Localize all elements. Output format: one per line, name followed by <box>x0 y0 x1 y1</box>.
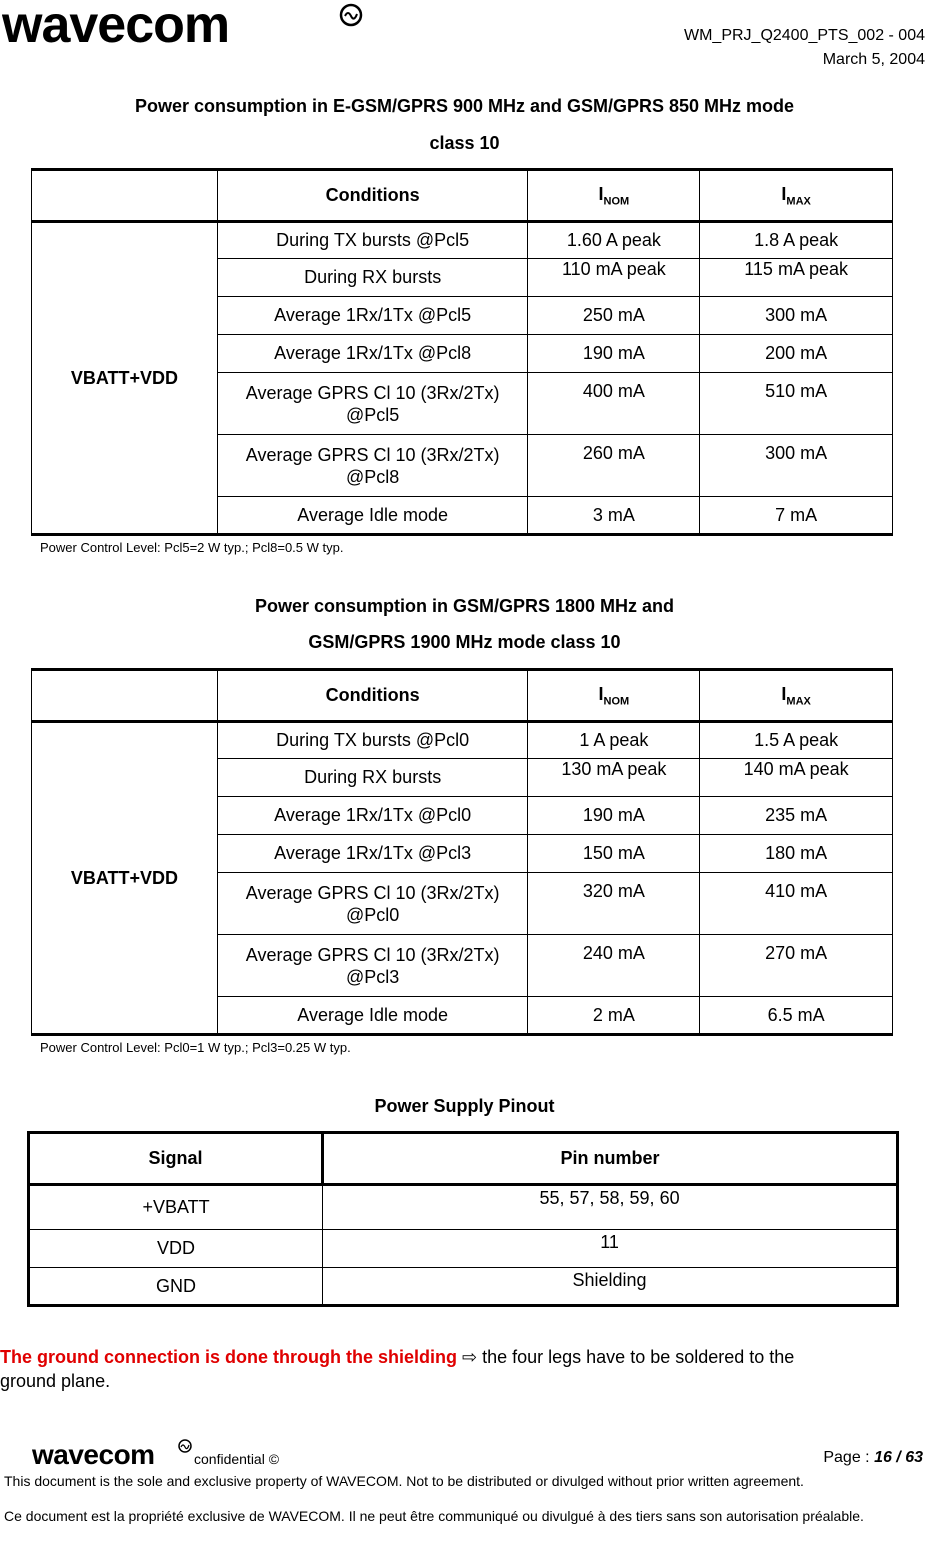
cell-imax: 6.5 mA <box>700 997 893 1035</box>
cell-imax: 115 mA peak <box>700 259 893 297</box>
footer-confidential: confidential © <box>194 1451 280 1467</box>
cell-inom: 150 mA <box>528 835 700 873</box>
header-signal: Signal <box>29 1133 323 1185</box>
cell-pins: 11 <box>323 1230 898 1268</box>
cell-inom: 3 mA <box>528 497 700 535</box>
footer-logo-wordmark: wavecom <box>32 1439 155 1468</box>
cell-condition: Average 1Rx/1Tx @Pcl8 <box>217 335 528 373</box>
cell-condition: Average 1Rx/1Tx @Pcl0 <box>217 797 528 835</box>
cell-inom: 250 mA <box>528 297 700 335</box>
cell-imax: 1.5 A peak <box>700 722 893 759</box>
cell-inom: 1.60 A peak <box>528 222 700 259</box>
cell-inom: 190 mA <box>528 797 700 835</box>
power-table-900 <box>31 168 893 536</box>
footer-logo <box>32 1438 180 1468</box>
cell-condition: Average 1Rx/1Tx @Pcl3 <box>217 835 528 873</box>
header-conditions: Conditions <box>217 670 528 722</box>
cell-imax: 300 mA <box>700 297 893 335</box>
cell-inom: 110 mA peak <box>528 259 700 297</box>
row-label-vbatt-vdd: VBATT+VDD <box>32 722 218 1035</box>
table-header-row <box>32 170 893 222</box>
power-table-1800 <box>31 668 893 1036</box>
table-row <box>29 1268 898 1306</box>
footer-page-number: Page : 16 / 63 <box>823 1449 923 1466</box>
cell-condition: During TX bursts @Pcl0 <box>217 722 528 759</box>
doc-date: March 5, 2004 <box>822 51 925 68</box>
cell-condition: Average GPRS Cl 10 (3Rx/2Tx) @Pcl0 <box>217 873 528 935</box>
cell-condition: Average 1Rx/1Tx @Pcl5 <box>217 297 528 335</box>
cell-imax: 200 mA <box>700 335 893 373</box>
table-header-row <box>29 1133 898 1185</box>
cell-imax: 510 mA <box>700 373 893 435</box>
wavecom-logo <box>2 2 364 48</box>
wavecom-footer-logo-icon <box>32 1438 192 1468</box>
table-row <box>29 1230 898 1268</box>
cell-signal: VDD <box>29 1230 323 1268</box>
cell-condition: During RX bursts <box>217 759 528 797</box>
cell-signal: GND <box>29 1268 323 1306</box>
cell-imax: 410 mA <box>700 873 893 935</box>
pinout-title: Power Supply Pinout <box>374 1096 555 1116</box>
cell-condition: Average GPRS Cl 10 (3Rx/2Tx) @Pcl8 <box>217 435 528 497</box>
cell-imax: 270 mA <box>700 935 893 997</box>
cell-inom: 240 mA <box>528 935 700 997</box>
table-row <box>32 222 893 259</box>
table2-title-line2: GSM/GPRS 1900 MHz mode class 10 <box>308 632 621 652</box>
header-inom: $I_{NOM}$ <box>528 170 700 222</box>
arrow-icon: ⇨ <box>462 1347 478 1367</box>
empty-header-cell <box>32 170 218 222</box>
cell-inom: 1 A peak <box>528 722 700 759</box>
cell-condition: Average Idle mode <box>217 497 528 535</box>
pinout-table <box>27 1131 899 1307</box>
cell-inom: 130 mA peak <box>528 759 700 797</box>
table-header-row <box>32 670 893 722</box>
row-label-vbatt-vdd: VBATT+VDD <box>32 222 218 535</box>
cell-inom: 2 mA <box>528 997 700 1035</box>
table-row <box>29 1185 898 1230</box>
cell-inom: 260 mA <box>528 435 700 497</box>
cell-pins: Shielding <box>323 1268 898 1306</box>
wavecom-logo-icon <box>2 2 364 48</box>
ground-note-rest: the four legs have to be soldered to the <box>477 1347 795 1367</box>
cell-imax: 235 mA <box>700 797 893 835</box>
doc-reference: WM_PRJ_Q2400_PTS_002 - 004 <box>683 27 925 44</box>
header-imax: $I_{MAX}$ <box>700 170 893 222</box>
table2-title-line1: Power consumption in GSM/GPRS 1800 MHz and <box>254 596 675 616</box>
cell-imax: 300 mA <box>700 435 893 497</box>
table2-note: Power Control Level: Pcl0=1 W typ.; Pcl3=0.25 W typ. <box>40 1040 351 1055</box>
ground-note-emphasis: The ground connection is done through the shielding <box>0 1347 457 1367</box>
cell-condition: Average Idle mode <box>217 997 528 1035</box>
cell-imax: 140 mA peak <box>700 759 893 797</box>
cell-condition: Average GPRS Cl 10 (3Rx/2Tx) @Pcl5 <box>217 373 528 435</box>
cell-condition: During RX bursts <box>217 259 528 297</box>
footer-notice-fr: Ce document est la propriété exclusive de WAVECOM. Il ne peut être communiqué ou divulgué à des tiers sans son autorisation préalable. <box>4 1508 864 1524</box>
cell-imax: 180 mA <box>700 835 893 873</box>
ground-note-rest-line2: ground plane. <box>0 1371 111 1391</box>
footer-notice-en: This document is the sole and exclusive property of WAVECOM. Not to be distributed or divulged without prior written agreement. <box>4 1473 804 1489</box>
table1-title-line1: Power consumption in E-GSM/GPRS 900 MHz and GSM/GPRS 850 MHz mode <box>134 96 795 116</box>
table-row <box>32 722 893 759</box>
cell-pins: 55, 57, 58, 59, 60 <box>323 1185 898 1230</box>
table1-title-line2: class 10 <box>429 133 500 153</box>
cell-imax: 7 mA <box>700 497 893 535</box>
cell-inom: 400 mA <box>528 373 700 435</box>
ground-connection-note <box>0 1345 929 1393</box>
header-inom: $I_{NOM}$ <box>528 670 700 722</box>
table1-note: Power Control Level: Pcl5=2 W typ.; Pcl8=0.5 W typ. <box>40 540 344 555</box>
cell-condition: Average GPRS Cl 10 (3Rx/2Tx) @Pcl3 <box>217 935 528 997</box>
header-pin-number: Pin number <box>323 1133 898 1185</box>
logo-wordmark: wavecom <box>2 2 230 48</box>
cell-condition: During TX bursts @Pcl5 <box>217 222 528 259</box>
cell-signal: +VBATT <box>29 1185 323 1230</box>
cell-inom: 320 mA <box>528 873 700 935</box>
cell-inom: 190 mA <box>528 335 700 373</box>
cell-imax: 1.8 A peak <box>700 222 893 259</box>
empty-header-cell <box>32 670 218 722</box>
header-conditions: Conditions <box>217 170 528 222</box>
header-imax: $I_{MAX}$ <box>700 670 893 722</box>
